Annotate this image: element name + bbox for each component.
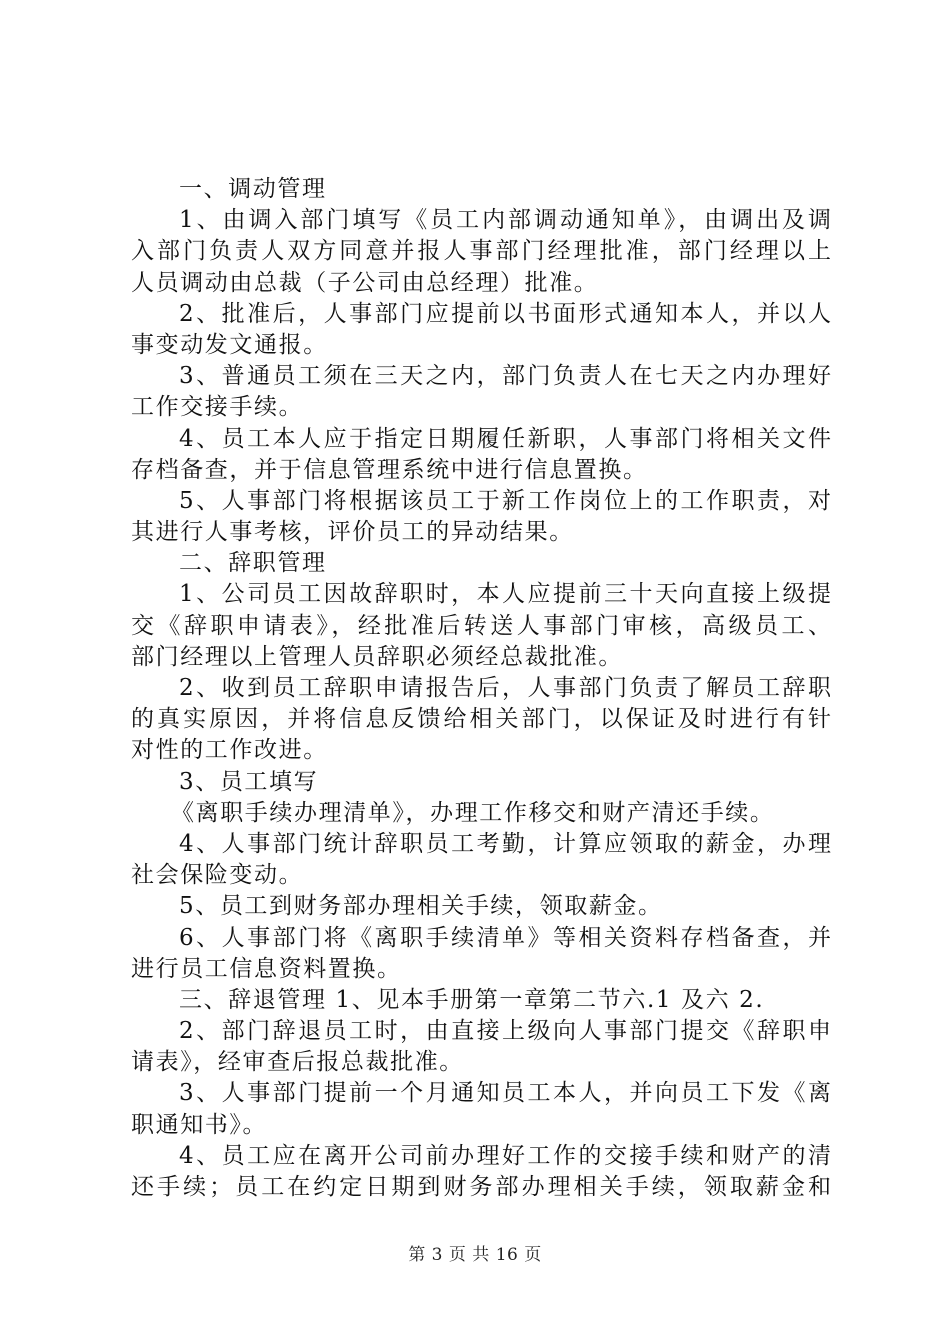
paragraph-line: 1、由调入部门填写《员工内部调动通知单》，由调出及调 bbox=[179, 207, 831, 234]
paragraph-line: 2、部门辞退员工时，由直接上级向人事部门提交《辞职申 bbox=[179, 1018, 831, 1045]
section-heading-dismissal: 三、辞退管理 1、见本手册第一章第二节六.1 及六 2. bbox=[179, 986, 765, 1013]
paragraph-line: 事变动发文通报。 bbox=[131, 331, 328, 358]
paragraph-line: 请表》，经审查后报总裁批准。 bbox=[131, 1049, 464, 1076]
paragraph-line: 还手续；员工在约定日期到财务部办理相关手续，领取薪金和 bbox=[131, 1174, 831, 1200]
paragraph-line: 5、人事部门将根据该员工于新工作岗位上的工作职责，对 bbox=[179, 487, 831, 514]
paragraph-line: 2、批准后，人事部门应提前以书面形式通知本人，并以人 bbox=[179, 300, 831, 327]
paragraph-line: 3、普通员工须在三天之内，部门负责人在七天之内办理好 bbox=[179, 363, 831, 390]
document-body bbox=[131, 174, 831, 1203]
paragraph-line: 4、员工应在离开公司前办理好工作的交接手续和财产的清 bbox=[179, 1142, 831, 1169]
paragraph-line: 的真实原因，并将信息反馈给相关部门，以保证及时进行有针 bbox=[131, 706, 831, 733]
paragraph-line: 4、人事部门统计辞职员工考勤，计算应领取的薪金，办理 bbox=[179, 830, 831, 857]
paragraph-line: 进行员工信息资料置换。 bbox=[131, 955, 402, 982]
paragraph-line: 3、人事部门提前一个月通知员工本人，并向员工下发《离 bbox=[179, 1080, 831, 1107]
paragraph-line: 6、人事部门将《离职手续清单》等相关资料存档备查，并 bbox=[179, 924, 831, 951]
page-number-footer: 第 3 页 共 16 页 bbox=[408, 1245, 542, 1265]
paragraph-line: 1、公司员工因故辞职时，本人应提前三十天向直接上级提 bbox=[179, 581, 831, 608]
paragraph-line: 入部门负责人双方同意并报人事部门经理批准，部门经理以上 bbox=[131, 238, 831, 265]
paragraph-line: 2、收到员工辞职申请报告后，人事部门负责了解员工辞职 bbox=[179, 675, 831, 701]
paragraph-line: 职通知书》。 bbox=[131, 1111, 268, 1138]
paragraph-line: 交《辞职申请表》，经批准后转送人事部门审核，高级员工、 bbox=[131, 612, 831, 639]
paragraph-line: 人员调动由总裁（子公司由总经理）批准。 bbox=[131, 269, 599, 296]
paragraph-line: 部门经理以上管理人员辞职必须经总裁批准。 bbox=[131, 643, 623, 670]
section-heading-resignation: 二、辞职管理 bbox=[179, 550, 327, 577]
paragraph-line: 3、员工填写 bbox=[179, 768, 319, 795]
paragraph-line: 社会保险变动。 bbox=[131, 862, 304, 889]
paragraph-line: 对性的工作改进。 bbox=[131, 737, 328, 764]
section-heading-transfer: 一、调动管理 bbox=[179, 176, 327, 202]
paragraph-line: 其进行人事考核，评价员工的异动结果。 bbox=[131, 519, 574, 546]
paragraph-line: 工作交接手续。 bbox=[131, 394, 304, 421]
paragraph-line: 《离职手续办理清单》，办理工作移交和财产清还手续。 bbox=[171, 799, 775, 826]
paragraph-line: 5、员工到财务部办理相关手续，领取薪金。 bbox=[179, 893, 663, 920]
paragraph-line: 存档备查，并于信息管理系统中进行信息置换。 bbox=[131, 456, 648, 483]
paragraph-line: 4、员工本人应于指定日期履任新职，人事部门将相关文件 bbox=[179, 425, 831, 452]
